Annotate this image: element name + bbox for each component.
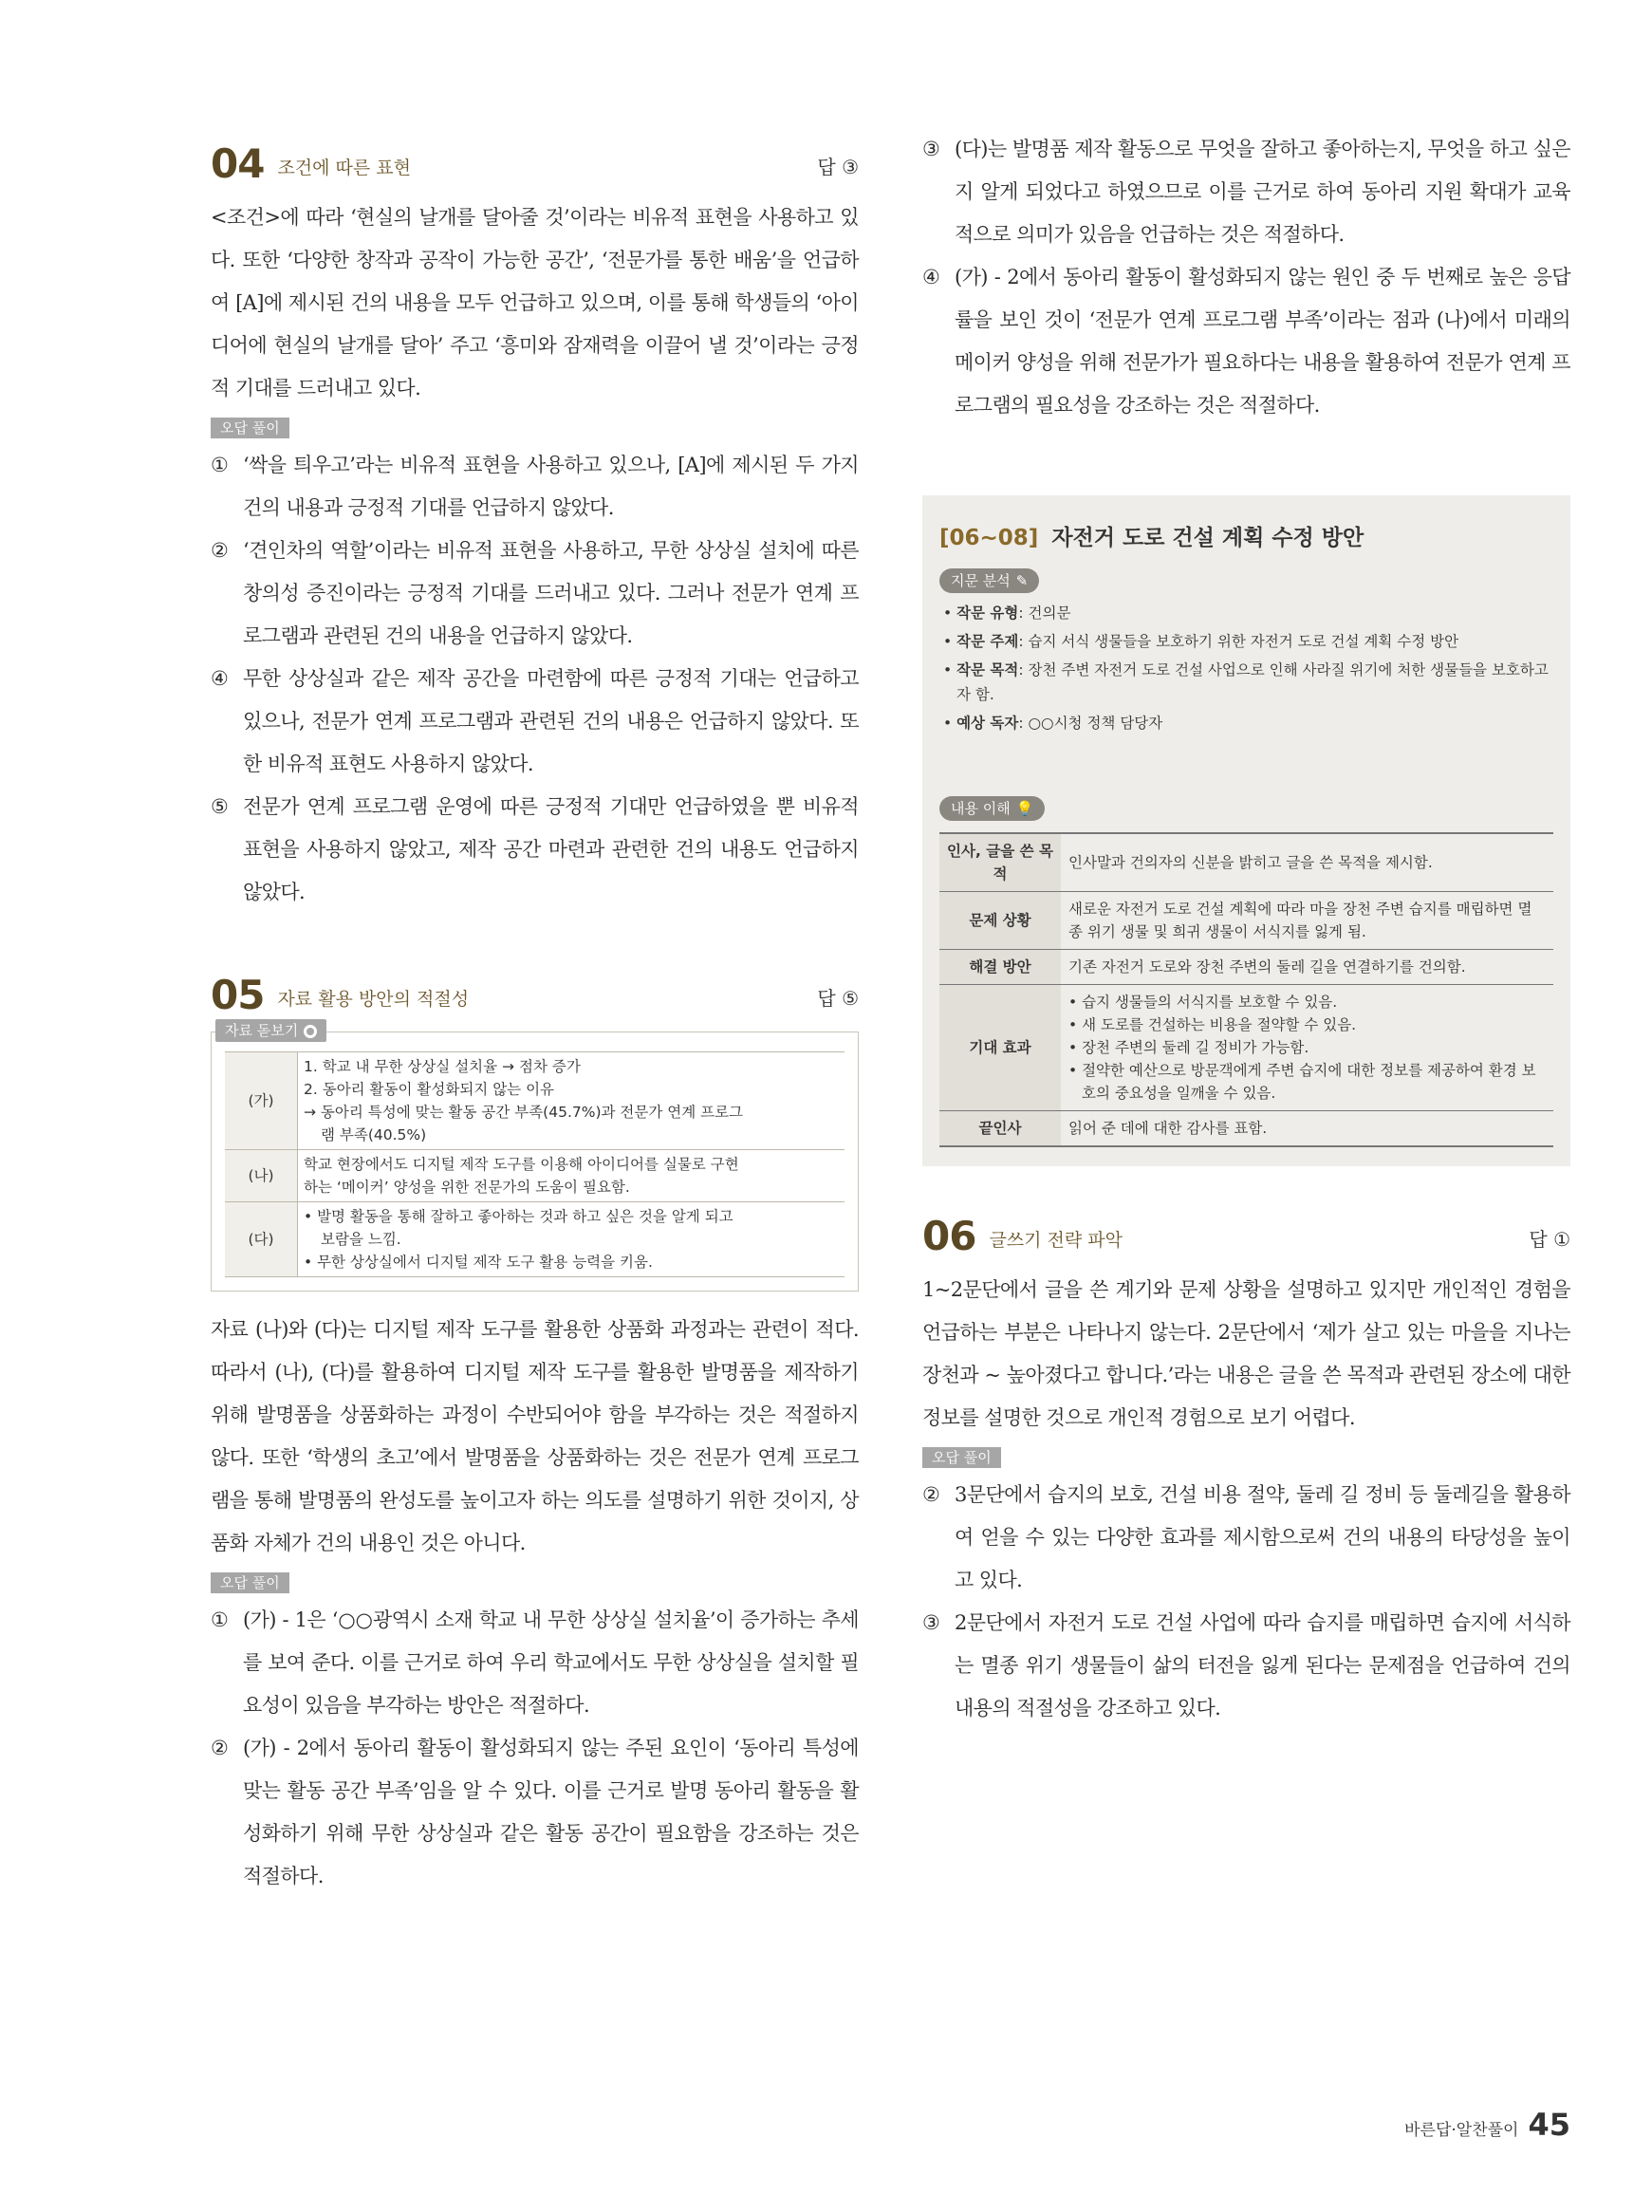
- row-content: [298, 1150, 845, 1202]
- explanation-text: <조건>에 따라 ‘현실의 날개를 달아줄 것’이라는 비유적 표현을 사용하고 있다. 또한 ‘다양한 창작과 공작이 가능한 공간’, ‘전문가를 통한 배움’을 언급하여 [A]에 제시된 건의 내용을 모두 언급하고 있으며, 이를 통해 학생들의 ‘아이디어에 현실의 날개를 달아’ 주고 ‘흥미와 잠재력을 이끌어 낼 것’이라는 긍정적 기대를 드러내고 있다.: [211, 206, 859, 400]
- option-mark: ②: [922, 1483, 940, 1506]
- page-number: 45: [1528, 2107, 1570, 2143]
- option-text: 3문단에서 습지의 보호, 건설 비용 절약, 둘레 길 정비 등 둘레길을 활용하여 얻을 수 있는 다양한 효과를 제시함으로써 건의 내용의 타당성을 높이고 있다.: [955, 1483, 1570, 1591]
- option-list: [211, 444, 859, 914]
- row-line: 새로운 자전거 도로 건설 계획에 따라 마을 장천 주변 습지를 매립하면 멸종 위기 생물 및 희귀 생물이 서식지를 잃게 됨.: [1068, 901, 1532, 940]
- pencil-icon: ✎: [1015, 572, 1029, 589]
- row-label: (나): [225, 1150, 298, 1202]
- option-text: 무한 상상실과 같은 제작 공간을 마련함에 따른 긍정적 기대는 언급하고 있으나, 전문가 연계 프로그램과 관련된 건의 내용은 언급하지 않았다. 또한 비유적 표현도 사용하지 않았다.: [243, 667, 859, 775]
- option-text: (다)는 발명품 제작 활동으로 무엇을 잘하고 좋아하는지, 무엇을 하고 싶은지 알게 되었다고 하였으므로 이를 근거로 하여 동아리 지원 확대가 교육적으로 의미가 있음을 언급하는 것은 적절하다.: [955, 138, 1570, 246]
- page-footer: [1404, 2107, 1570, 2143]
- row-label: 기대 효과: [939, 985, 1061, 1111]
- option-item: [211, 530, 859, 658]
- option-mark: ②: [211, 1737, 229, 1759]
- question-number: 05: [211, 972, 265, 1018]
- passage-analysis-panel: [922, 495, 1570, 1166]
- wrong-answer-tag: 오답 풀이: [211, 1572, 289, 1593]
- row-line: 램 부족(40.5%): [321, 1126, 427, 1143]
- item-key: 예상 독자: [956, 715, 1019, 732]
- option-item: [922, 128, 1570, 256]
- row-line: • 절약한 예산으로 방문객에게 주변 습지에 대한 정보를 제공하여 환경 보호의 중요성을 일깨울 수 있음.: [1068, 1062, 1536, 1102]
- row-content: [1061, 892, 1553, 950]
- data-table: [225, 1051, 845, 1277]
- row-line: 학교 현장에서도 디지털 제작 도구를 이용해 아이디어를 실물로 구현: [304, 1156, 739, 1173]
- row-line: 기존 자전거 도로와 장천 주변의 둘레 길을 연결하기를 건의함.: [1068, 958, 1466, 976]
- option-item: [211, 444, 859, 530]
- option-item: [211, 658, 859, 786]
- option-item: [922, 1474, 1570, 1602]
- table-row: [939, 985, 1553, 1111]
- option-list: [922, 1474, 1570, 1730]
- option-item: [922, 1602, 1570, 1730]
- item-key: 작문 유형: [956, 604, 1019, 622]
- list-item: • 예상 독자: ○○시청 정책 담당자: [943, 715, 1163, 732]
- row-line: 1. 학교 내 무한 상상실 설치율 → 점차 증가: [304, 1058, 581, 1075]
- option-mark: ③: [922, 138, 940, 160]
- list-item: • 작문 유형: 건의문: [943, 604, 1071, 622]
- question-title: 조건에 따른 표현: [277, 158, 412, 178]
- footer-text: 바른답·알찬풀이: [1404, 2121, 1519, 2140]
- list-item: • 작문 목적: 장천 주변 자전거 도로 건설 사업으로 인해 사라질 위기에 처한 생물들을 보호하고자 함.: [943, 661, 1549, 703]
- content-tag: [939, 796, 1045, 821]
- explanation-text: 1~2문단에서 글을 쓴 계기와 문제 상황을 설명하고 있지만 개인적인 경험을 언급하는 부분은 나타나지 않는다. 2문단에서 ‘제가 살고 있는 마을을 지나는 장천과 ~ 높아졌다고 합니다.’라는 내용은 글을 쓴 목적과 관련된 장소에 대한 정보를 설명한 것으로 개인적 경험으로 보기 어렵다.: [922, 1278, 1570, 1429]
- row-line: • 장천 주변의 둘레 길 정비가 가능함.: [1068, 1039, 1309, 1056]
- panel-title: [939, 520, 1553, 551]
- row-line: 보람을 느낌.: [321, 1231, 401, 1248]
- option-item: [211, 1727, 859, 1898]
- option-text: ‘싹을 틔우고’라는 비유적 표현을 사용하고 있으나, [A]에 제시된 두 가지 건의 내용과 긍정적 기대를 언급하지 않았다.: [243, 454, 859, 519]
- analysis-list: [943, 601, 1553, 735]
- item-value: : 장천 주변 자전거 도로 건설 사업으로 인해 사라질 위기에 처한 생물들을 보호하고자 함.: [956, 661, 1549, 703]
- row-label: 끝인사: [939, 1111, 1061, 1147]
- option-list-continued: [922, 128, 1570, 427]
- item-value: : 건의문: [1018, 604, 1071, 622]
- data-box: [211, 1022, 859, 1292]
- row-label: 문제 상황: [939, 892, 1061, 950]
- row-content: [1061, 950, 1553, 985]
- option-text: (가) - 2에서 동아리 활동이 활성화되지 않는 주된 요인이 ‘동아리 특성에 맞는 활동 공간 부족’임을 알 수 있다. 이를 근거로 발명 동아리 활동을 활성화하기 위해 무한 상상실과 같은 활동 공간이 필요함을 강조하는 것은 적절하다.: [243, 1737, 859, 1887]
- row-line: • 발명 활동을 통해 잘하고 좋아하는 것과 하고 싶은 것을 알게 되고: [304, 1208, 733, 1225]
- option-item: [922, 256, 1570, 427]
- row-content: [1061, 833, 1553, 892]
- option-text: 2문단에서 자전거 도로 건설 사업에 따라 습지를 매립하면 습지에 서식하는 멸종 위기 생물들이 삶의 터전을 잃게 된다는 문제점을 언급하여 건의 내용의 적절성을 강조하고 있다.: [955, 1611, 1570, 1719]
- row-line: → 동아리 특성에 맞는 활동 공간 부족(45.7%)과 전문가 연계 프로그: [304, 1104, 744, 1121]
- table-row: [939, 950, 1553, 985]
- row-line: • 습지 생물들의 서식지를 보호할 수 있음.: [1068, 994, 1338, 1011]
- question-06-header: [922, 1200, 1570, 1257]
- row-label: 인사, 글을 쓴 목적: [939, 833, 1061, 892]
- option-mark: ④: [211, 667, 229, 690]
- content-tag-label: 내용 이해: [951, 800, 1011, 817]
- row-line: • 무한 상상실에서 디지털 제작 도구 활용 능력을 키움.: [304, 1254, 653, 1271]
- option-mark: ④: [922, 266, 940, 288]
- question-04-header: [211, 128, 859, 185]
- data-box-tag: [215, 1019, 326, 1042]
- option-mark: ①: [211, 1608, 229, 1631]
- option-mark: ②: [211, 539, 229, 562]
- option-list: [211, 1599, 859, 1898]
- wrong-answer-tag: 오답 풀이: [922, 1447, 1001, 1468]
- table-row: [939, 833, 1553, 892]
- row-content: [1061, 985, 1553, 1111]
- question-title: 글쓰기 전략 파악: [989, 1230, 1123, 1251]
- row-line: 읽어 준 데에 대한 감사를 표함.: [1068, 1120, 1268, 1137]
- answer-label: 답 ③: [817, 156, 859, 178]
- passage-title: 자전거 도로 건설 계획 수정 방안: [1051, 526, 1364, 550]
- option-text: ‘견인차의 역할’이라는 비유적 표현을 사용하고, 무한 상상실 설치에 따른 창의성 증진이라는 긍정적 기대를 드러내고 있다. 그러나 전문가 연계 프로그램과 관련된 건의 내용을 언급하지 않았다.: [243, 539, 859, 647]
- option-text: 전문가 연계 프로그램 운영에 따른 긍정적 기대만 언급하였을 뿐 비유적 표현을 사용하지 않았고, 제작 공간 마련과 관련한 건의 내용도 언급하지 않았다.: [243, 795, 859, 903]
- row-content: [298, 1202, 845, 1277]
- question-title: 자료 활용 방안의 적절성: [277, 989, 470, 1010]
- data-box-tag-label: 자료 돋보기: [225, 1022, 299, 1039]
- item-value: : ○○시청 정책 담당자: [1018, 715, 1163, 732]
- table-row: [939, 892, 1553, 950]
- row-label: (다): [225, 1202, 298, 1277]
- answer-label: 답 ⑤: [817, 987, 859, 1010]
- row-line: 인사말과 건의자의 신분을 밝히고 글을 쓴 목적을 제시함.: [1068, 854, 1433, 871]
- option-mark: ③: [922, 1611, 940, 1634]
- right-column: [922, 128, 1570, 1730]
- row-line: 하는 ‘메이커’ 양성을 위한 전문가의 도움이 필요함.: [304, 1179, 630, 1196]
- analysis-tag-label: 지문 분석: [951, 572, 1011, 589]
- table-row: [225, 1150, 845, 1202]
- row-content: [1061, 1111, 1553, 1147]
- question-number: 04: [211, 140, 265, 187]
- answer-label: 답 ①: [1529, 1228, 1570, 1251]
- row-line: 2. 동아리 활동이 활성화되지 않는 이유: [304, 1081, 555, 1098]
- item-key: 작문 주제: [956, 633, 1019, 650]
- option-item: [211, 1599, 859, 1727]
- option-mark: ⑤: [211, 795, 229, 818]
- option-text: (가) - 2에서 동아리 활동이 활성화되지 않는 원인 중 두 번째로 높은 응답률을 보인 것이 ‘전문가 연계 프로그램 부족’이라는 점과 (나)에서 미래의 메이커 양성을 위해 전문가가 필요하다는 내용을 활용하여 전문가 연계 프로그램의 필요성을 강조하는 것은 적절하다.: [955, 266, 1570, 417]
- table-row: [939, 1111, 1553, 1147]
- explanation-text: 자료 (나)와 (다)는 디지털 제작 도구를 활용한 상품화 과정과는 관련이 적다. 따라서 (나), (다)를 활용하여 디지털 제작 도구를 활용한 발명품을 제작하기 위해 발명품을 상품화하는 과정이 수반되어야 함을 부각하는 것은 적절하지 않다. 또한 ‘학생의 초고’에서 발명품을 상품화하는 것은 전문가 연계 프로그램을 통해 발명품의 완성도를 높이고자 하는 의도를 설명하기 위한 것이지, 상품화 자체가 건의 내용인 것은 아니다.: [211, 1318, 859, 1554]
- wrong-answer-tag: 오답 풀이: [211, 418, 289, 438]
- row-line: • 새 도로를 건설하는 비용을 절약할 수 있음.: [1068, 1016, 1357, 1033]
- option-item: [211, 786, 859, 914]
- row-label: 해결 방안: [939, 950, 1061, 985]
- table-row: [225, 1202, 845, 1277]
- row-content: [298, 1052, 845, 1150]
- question-05-header: [211, 959, 859, 1016]
- table-row: [225, 1052, 845, 1150]
- list-item: • 작문 주제: 습지 서식 생물들을 보호하기 위한 자전거 도로 건설 계획 수정 방안: [943, 633, 1459, 650]
- option-text: (가) - 1은 ‘○○광역시 소재 학교 내 무한 상상실 설치율’이 증가하는 추세를 보여 준다. 이를 근거로 하여 우리 학교에서도 무한 상상실을 설치할 필요성이 있음을 부각하는 방안은 적절하다.: [243, 1608, 859, 1717]
- question-range: [06~08]: [939, 526, 1039, 550]
- option-mark: ①: [211, 454, 229, 476]
- lightbulb-icon: 💡: [1015, 800, 1034, 817]
- analysis-tag: [939, 568, 1039, 593]
- magnifier-icon: [304, 1025, 317, 1038]
- content-table: [939, 832, 1553, 1147]
- item-value: : 습지 서식 생물들을 보호하기 위한 자전거 도로 건설 계획 수정 방안: [1018, 633, 1459, 650]
- item-key: 작문 목적: [956, 661, 1019, 678]
- question-number: 06: [922, 1213, 976, 1259]
- row-label: (가): [225, 1052, 298, 1150]
- left-column: [211, 128, 859, 1898]
